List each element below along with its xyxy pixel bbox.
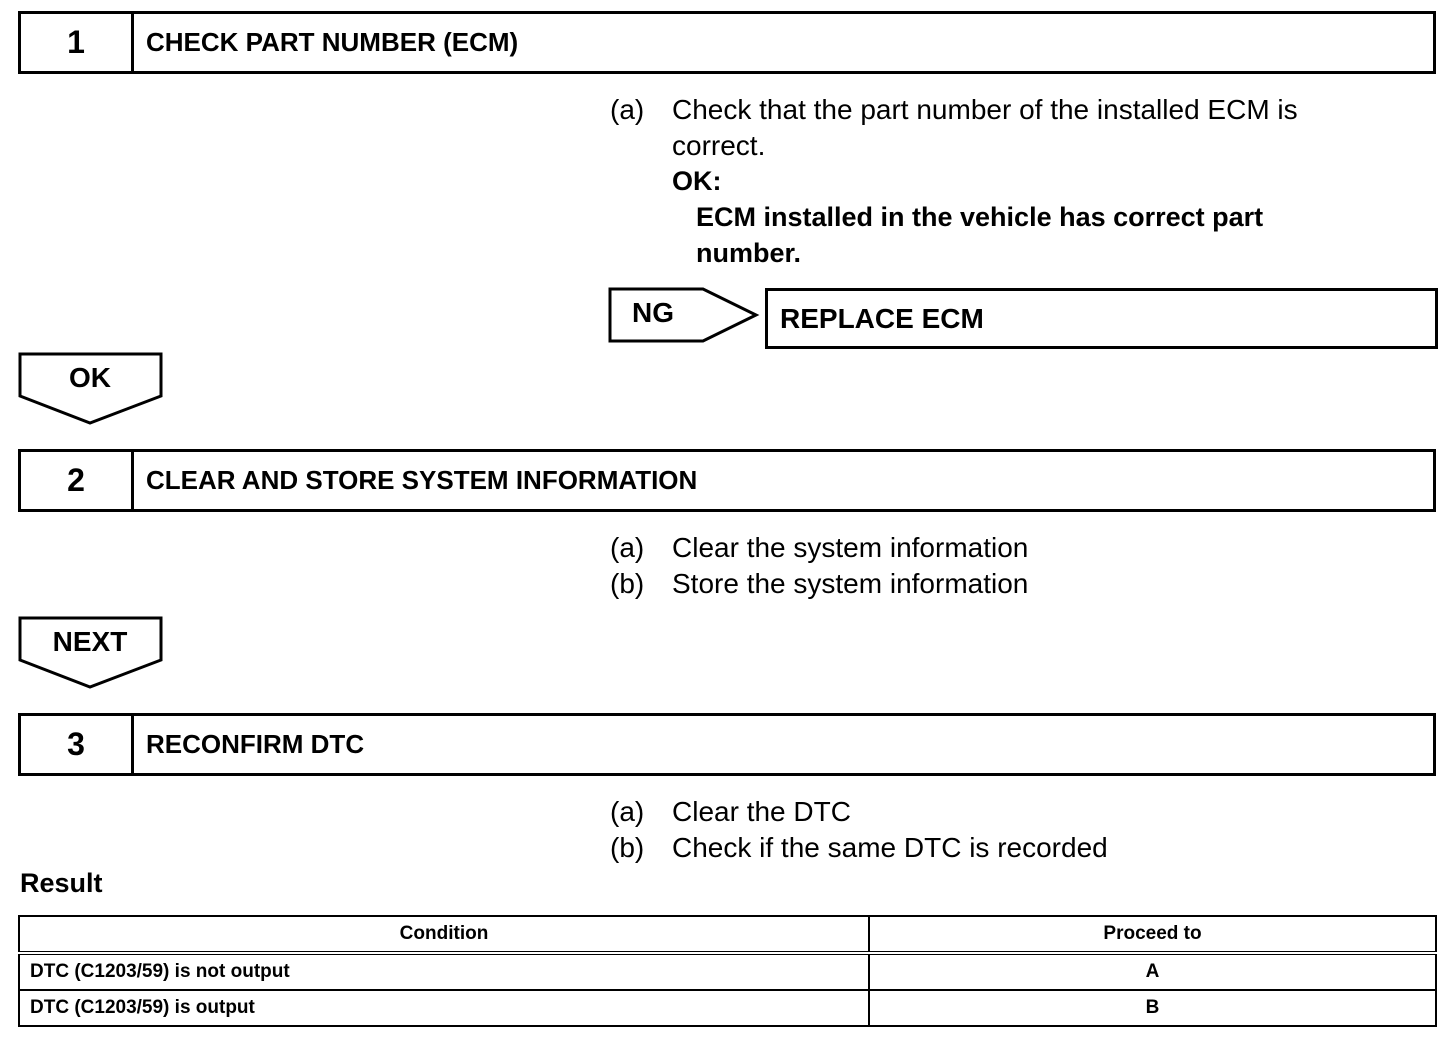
step-1-a-label: (a) bbox=[610, 94, 645, 125]
step-2-a-label: (a) bbox=[610, 532, 645, 563]
ok-criteria-line1: ECM installed in the vehicle has correct part bbox=[696, 202, 1264, 232]
step-number: 2 bbox=[21, 452, 134, 509]
step-title: CHECK PART NUMBER (ECM) bbox=[146, 27, 519, 57]
step-title: RECONFIRM DTC bbox=[146, 729, 365, 759]
column-header-proceed: Proceed to bbox=[869, 916, 1436, 953]
step-3-b-text: Check if the same DTC is recorded bbox=[672, 832, 1108, 863]
ng-action-box: REPLACE ECM bbox=[765, 288, 1438, 349]
proceed-cell: B bbox=[869, 990, 1436, 1026]
table-row bbox=[19, 953, 1436, 990]
ng-label: NG bbox=[632, 297, 674, 328]
step-1-header bbox=[18, 11, 1436, 74]
step-1-a-text-line1: Check that the part number of the installed ECM is bbox=[672, 94, 1298, 125]
table-row bbox=[19, 990, 1436, 1026]
column-header-condition: Condition bbox=[19, 916, 869, 953]
proceed-cell: A bbox=[869, 953, 1436, 990]
ok-arrow bbox=[18, 352, 164, 426]
next-arrow bbox=[18, 616, 164, 690]
next-arrow-label: NEXT bbox=[52, 626, 128, 657]
step-1-a-text-line2: correct. bbox=[672, 130, 766, 161]
ok-arrow-label: OK bbox=[69, 362, 111, 393]
ng-arrow-tag bbox=[608, 285, 760, 345]
step-3-a-label: (a) bbox=[610, 796, 645, 827]
step-2-b-text: Store the system information bbox=[672, 568, 1029, 599]
table-header-row bbox=[19, 916, 1436, 953]
step-3-header bbox=[18, 713, 1436, 776]
condition-cell: DTC (C1203/59) is not output bbox=[19, 953, 869, 990]
step-2-b-label: (b) bbox=[610, 568, 645, 599]
step-2-header bbox=[18, 449, 1436, 512]
ok-criteria-label: OK: bbox=[672, 166, 722, 196]
result-title: Result bbox=[20, 868, 103, 898]
ng-arrow-icon bbox=[608, 285, 760, 345]
step-2-a-text: Clear the system information bbox=[672, 532, 1029, 563]
step-3-a-text: Clear the DTC bbox=[672, 796, 851, 827]
ok-criteria-line2: number. bbox=[696, 238, 802, 268]
step-number: 1 bbox=[21, 14, 134, 71]
step-number: 3 bbox=[21, 716, 134, 773]
step-title: CLEAR AND STORE SYSTEM INFORMATION bbox=[146, 465, 698, 495]
condition-cell: DTC (C1203/59) is output bbox=[19, 990, 869, 1026]
step-3-b-label: (b) bbox=[610, 832, 645, 863]
result-table bbox=[18, 915, 1437, 1027]
